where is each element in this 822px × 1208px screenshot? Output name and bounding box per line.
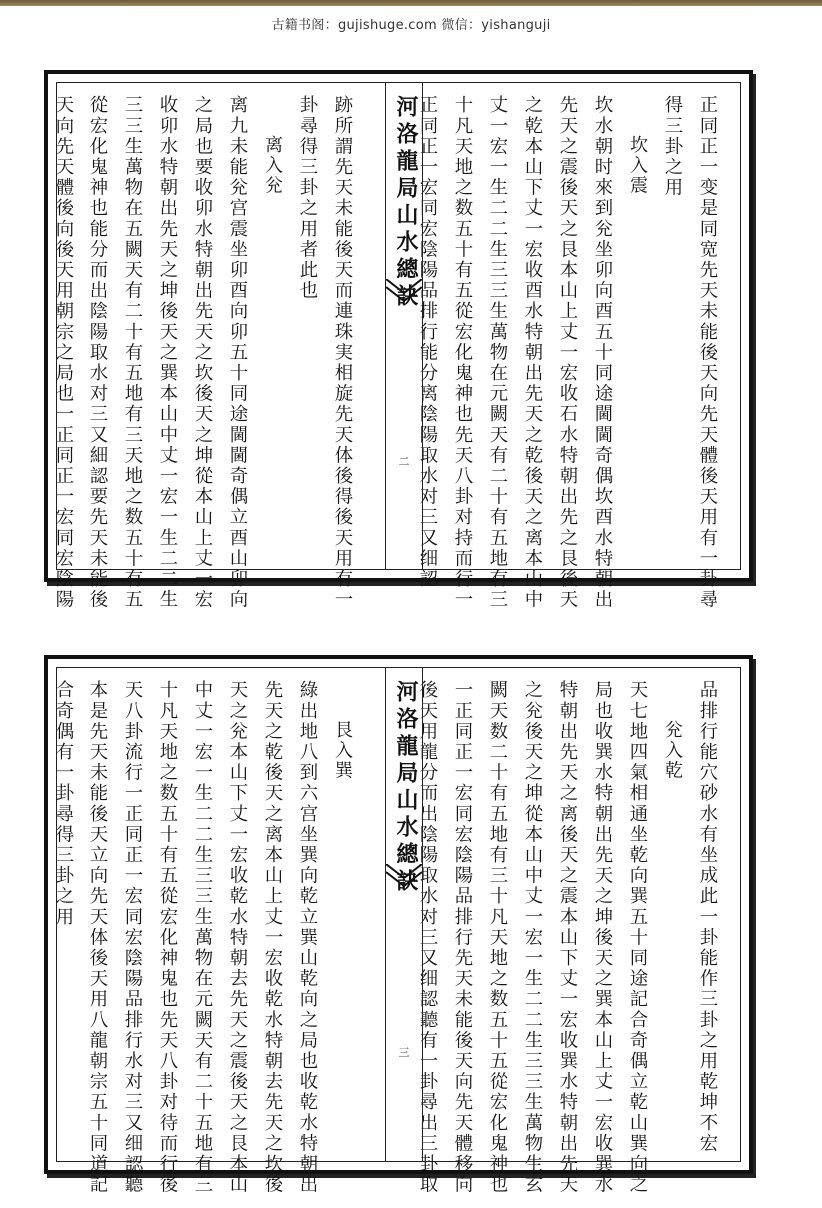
page-number: 三 (398, 1046, 410, 1059)
text-column: 品排行能穴砂水有坐成此一卦能作三卦之用乾坤不宏 (697, 680, 718, 1154)
text-column: 先天之震後天之艮本山上丈一宏收石水特朝出先之艮後天 (557, 95, 578, 610)
center-strip-title: 河洛龍局山水總訣 (393, 680, 419, 896)
text-column: 天八卦流行一正同正一宏同宏陰陽品排行水对三又细認聽 (122, 680, 143, 1195)
text-column: 坎水朝时來到兊坐卯向酉五十同途閫閫奇偶坎酉水特朝出 (592, 95, 613, 610)
text-column: 天向先天體後向後天用朝宗之局也一正同正一宏同宏陰陽 (53, 95, 74, 610)
top-border-bar (0, 0, 822, 6)
text-column: 正同正一变是同宽先天未能後天向先天體後天用有一卦尋 (697, 95, 718, 610)
book-page-lower (44, 655, 753, 1195)
page-frame (53, 667, 741, 1195)
text-column: 跡所謂先天未能後天而連珠実相旋先天体後得後天用有一 (332, 95, 353, 610)
text-column: 十凡天地之数五十有五從宏化神鬼也先天八卦对待而行後 (157, 680, 178, 1195)
book-page-upper (44, 70, 753, 610)
text-column: 綠出地八到六宫坐巽向乾立巽山乾向之局也收乾水特朝出 (297, 680, 318, 1195)
text-column: 十凡天地之数五十有五從宏化鬼神也先天八卦对持而行一 (452, 95, 473, 610)
page-frame (53, 82, 741, 610)
text-column: 三三生萬物在五闕天有二十有五地有三天地之数五十有五 (122, 95, 143, 610)
page-number: 二 (398, 455, 410, 468)
site-caption: 古籍书阁：gujishuge.com 微信：yishanguji (271, 18, 551, 33)
section-heading: 坎入震 (627, 95, 648, 196)
section-heading: 兊入乾 (662, 680, 683, 781)
text-column: 特朝出先天之离後天之震本山下丈一宏收巽水特朝出先天 (557, 680, 578, 1195)
section-heading: 艮入巽 (332, 680, 353, 781)
center-strip-title: 河洛龍局山水總訣 (393, 95, 419, 311)
text-column: 之兊後天之坤從本山中丈一宏一生二二生三三生萬物生玄 (522, 680, 543, 1195)
text-column: 离九未能兊宫震坐卯酉向卯五十同途閫閫奇偶立酉山卯向 (227, 95, 248, 610)
text-column: 合奇偶有一卦尋得三卦之用 (53, 680, 74, 928)
text-column: 收卯水特朝出先天之坤後天之巽本山中丈一宏一生二二生 (157, 95, 178, 610)
text-column: 正同正一宏同宏陰陽品排行能分离陰陽取水对三又细認 (417, 95, 438, 590)
text-column: 一正同正一宏同宏陰陽品排行先天未能後天向先天體移向 (452, 680, 473, 1195)
text-column: 天之兊本山下丈一宏收乾水特朝去先天之震後天之艮本山 (227, 680, 248, 1195)
text-column: 之乾本山下丈一宏收酉水特朝出先天之乾後天之离本山中 (522, 95, 543, 610)
text-column: 本是先天未能後天立向先天体後天用八龍朝宗五十同道記 (87, 680, 108, 1195)
text-column: 闕天数二十有五地有三十凡天地之数五十五從宏化鬼神也 (487, 680, 508, 1195)
fish-tail-mark (386, 279, 422, 319)
center-strip (385, 668, 423, 1161)
section-heading: 离入兊 (262, 95, 283, 196)
fish-tail-mark (386, 864, 422, 904)
text-column: 中丈一宏一生二二生三三生萬物在元闕天有二十五地有三 (192, 680, 213, 1195)
text-column: 得三卦之用 (662, 95, 683, 198)
center-strip (385, 83, 423, 569)
text-column: 後天用龍分而出陰陽取水对三又细認聽有一卦尋出三卦取 (417, 680, 438, 1195)
text-column: 之局也要收卯水特朝出先天之坎後天之坤從本山上丈一宏 (192, 95, 213, 610)
text-column: 天七地四氣相通坐乾向巽五十同途記合奇偶立乾山巽向之 (627, 680, 648, 1195)
text-column: 局也收巽水特朝出先天之坤後天之巽本山上丈一宏收巽水 (592, 680, 613, 1195)
text-column: 卦尋得三卦之用者此也 (297, 95, 318, 301)
text-column: 丈一宏一生二二生三三生萬物在元闕天有二十有五地有三 (487, 95, 508, 610)
text-column: 從宏化鬼神也能分而出陰陽取水对三又細認要先天未能後 (87, 95, 108, 610)
text-column: 先天之乾後天之离本山上丈一宏收乾水特朝去先天之坎後 (262, 680, 283, 1195)
